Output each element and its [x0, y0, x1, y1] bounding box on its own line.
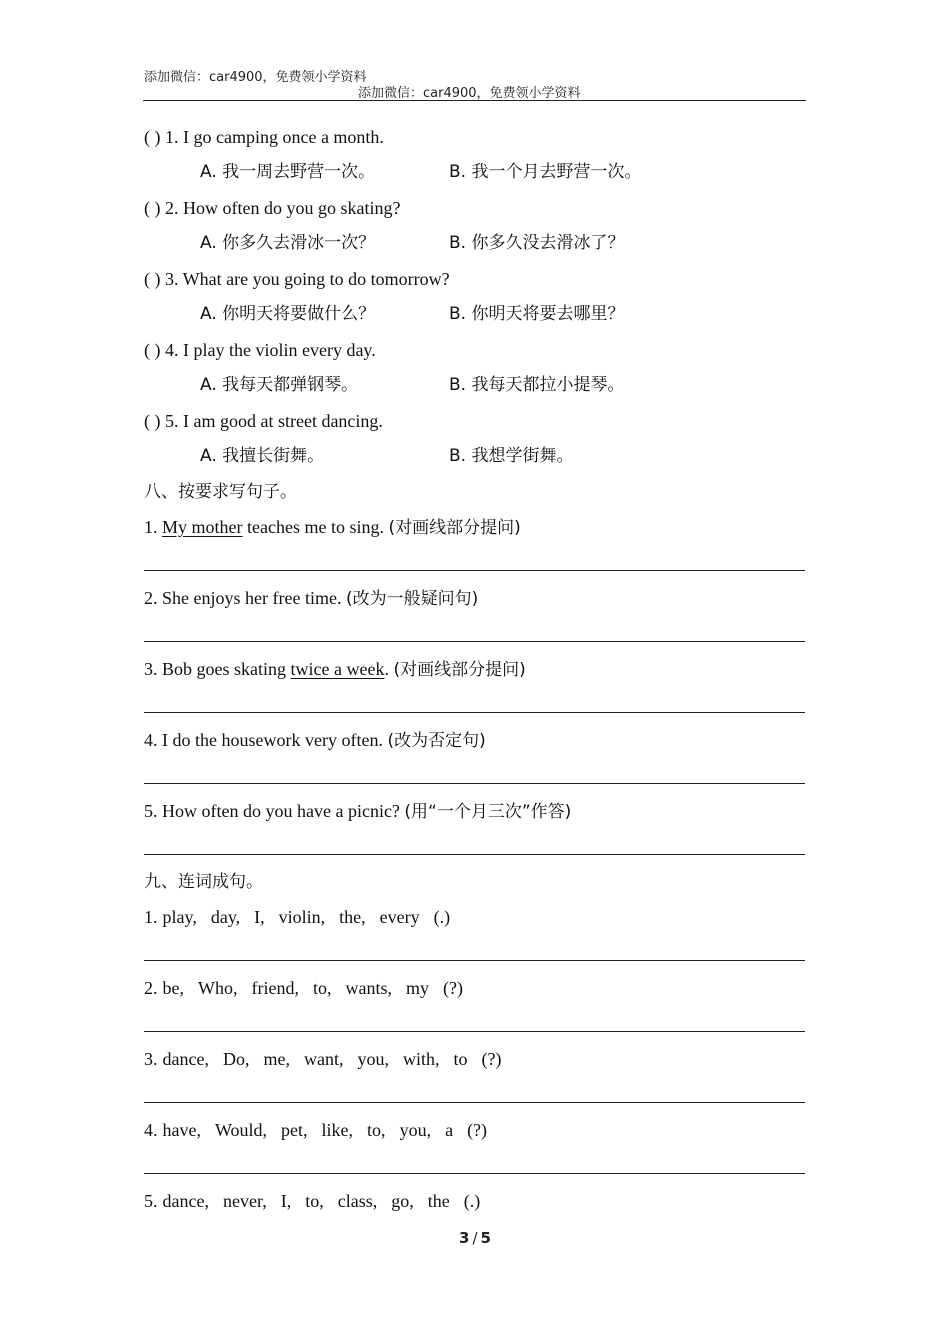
word: class,: [337, 1191, 378, 1211]
item-text: 2. She enjoys her free time.: [144, 588, 346, 608]
word: friend,: [251, 978, 299, 998]
word: Do,: [222, 1049, 250, 1069]
item-instruction: (改为否定句): [387, 731, 486, 751]
word: (.): [463, 1191, 481, 1211]
rewrite-item-3: [144, 658, 526, 681]
mc-option-b: B. 你明天将要去哪里？: [449, 304, 625, 324]
word: you,: [399, 1120, 432, 1140]
word: with,: [402, 1049, 440, 1069]
scramble-item-5: [144, 1190, 494, 1212]
rewrite-item-5: [144, 800, 571, 823]
mc-option-b: B. 我一个月去野营一次。: [449, 162, 642, 182]
word: you,: [357, 1049, 389, 1069]
word: pet,: [281, 1120, 308, 1140]
word: (?): [443, 978, 463, 998]
item-number: 5.: [144, 1191, 158, 1211]
current-page: 3: [459, 1229, 470, 1247]
mc-option-b: B. 我每天都拉小提琴。: [449, 375, 625, 395]
mc-option-a: A. 你明天将要做什么？: [200, 304, 376, 324]
word: dance,: [162, 1049, 209, 1069]
item-text: 3. Bob goes skating: [144, 659, 291, 679]
section-8-title: 八、按要求写句子。: [144, 482, 297, 502]
word: violin,: [278, 907, 326, 927]
item-number: 3.: [144, 1049, 158, 1069]
answer-line[interactable]: [144, 1031, 805, 1032]
scramble-item-3: [144, 1048, 515, 1070]
mc-question-text: ( ) 5. I am good at street dancing.: [144, 411, 383, 431]
word: a: [445, 1120, 454, 1140]
word: the: [427, 1191, 450, 1211]
word: to,: [305, 1191, 324, 1211]
word: to,: [367, 1120, 386, 1140]
word: to,: [312, 978, 332, 998]
item-number: 4.: [144, 1120, 158, 1140]
page-separator: /: [472, 1229, 478, 1247]
word: have,: [162, 1120, 201, 1140]
mc-option-b: B. 我想学街舞。: [449, 446, 574, 466]
word: day,: [210, 907, 241, 927]
word: play,: [162, 907, 197, 927]
item-instruction: (对画线部分提问): [388, 518, 521, 538]
mc-question-text: ( ) 4. I play the violin every day.: [144, 340, 376, 360]
word: never,: [222, 1191, 267, 1211]
answer-line[interactable]: [144, 854, 805, 855]
item-number: 2.: [144, 978, 158, 998]
word: want,: [303, 1049, 344, 1069]
item-text: .: [384, 659, 394, 679]
answer-line[interactable]: [144, 712, 805, 713]
item-text: 1.: [144, 517, 162, 537]
scramble-item-2: [144, 977, 477, 999]
answer-line[interactable]: [144, 960, 805, 961]
item-instruction: (用“一个月三次”作答): [404, 802, 572, 822]
item-number: 1.: [144, 907, 158, 927]
word: (?): [467, 1120, 488, 1140]
word: wants,: [345, 978, 392, 998]
header-rule: [143, 100, 806, 101]
word: like,: [321, 1120, 354, 1140]
word: be,: [162, 978, 184, 998]
mc-option-a: A. 我擅长街舞。: [200, 446, 325, 466]
scramble-item-1: [144, 906, 464, 928]
mc-option-a: A. 我一周去野营一次。: [200, 162, 376, 182]
page-number: [0, 1229, 950, 1247]
word: (.): [433, 907, 451, 927]
item-instruction: (改为一般疑问句): [345, 589, 479, 609]
rewrite-item-4: [144, 729, 486, 752]
answer-line[interactable]: [144, 641, 805, 642]
mc-question-text: ( ) 1. I go camping once a month.: [144, 127, 384, 147]
underlined-phrase: twice a week: [290, 659, 385, 679]
item-text: 4. I do the housework very often.: [144, 730, 388, 750]
answer-line[interactable]: [144, 1173, 805, 1174]
rewrite-item-2: [144, 587, 478, 610]
mc-question-text: ( ) 3. What are you going to do tomorrow?: [144, 269, 450, 289]
word: to: [453, 1049, 468, 1069]
word: Who,: [198, 978, 238, 998]
scramble-item-4: [144, 1119, 501, 1141]
answer-line[interactable]: [144, 783, 805, 784]
word: every: [379, 907, 420, 927]
word: the,: [339, 907, 366, 927]
mc-option-b: B. 你多久没去滑冰了？: [449, 233, 625, 253]
word: me,: [263, 1049, 290, 1069]
section-9-title: 九、连词成句。: [144, 872, 263, 892]
answer-line[interactable]: [144, 1102, 805, 1103]
header-watermark-1: 添加微信：car4900，免费领小学资料: [144, 70, 367, 85]
word: Would,: [214, 1120, 268, 1140]
mc-option-a: A. 你多久去滑冰一次？: [200, 233, 376, 253]
word: go,: [391, 1191, 414, 1211]
word: dance,: [162, 1191, 209, 1211]
item-text: teaches me to sing.: [242, 517, 389, 537]
word: I,: [254, 907, 265, 927]
mc-question-text: ( ) 2. How often do you go skating?: [144, 198, 401, 218]
item-instruction: (对画线部分提问): [393, 660, 526, 680]
word: (?): [481, 1049, 502, 1069]
total-pages: 5: [480, 1229, 491, 1247]
word: I,: [280, 1191, 292, 1211]
item-text: 5. How often do you have a picnic?: [144, 801, 405, 821]
rewrite-item-1: [144, 516, 521, 539]
underlined-phrase: My mother: [162, 517, 243, 537]
mc-option-a: A. 我每天都弹钢琴。: [200, 375, 359, 395]
word: my: [406, 978, 430, 998]
answer-line[interactable]: [144, 570, 805, 571]
header-watermark-2: 添加微信：car4900，免费领小学资料: [358, 86, 581, 101]
